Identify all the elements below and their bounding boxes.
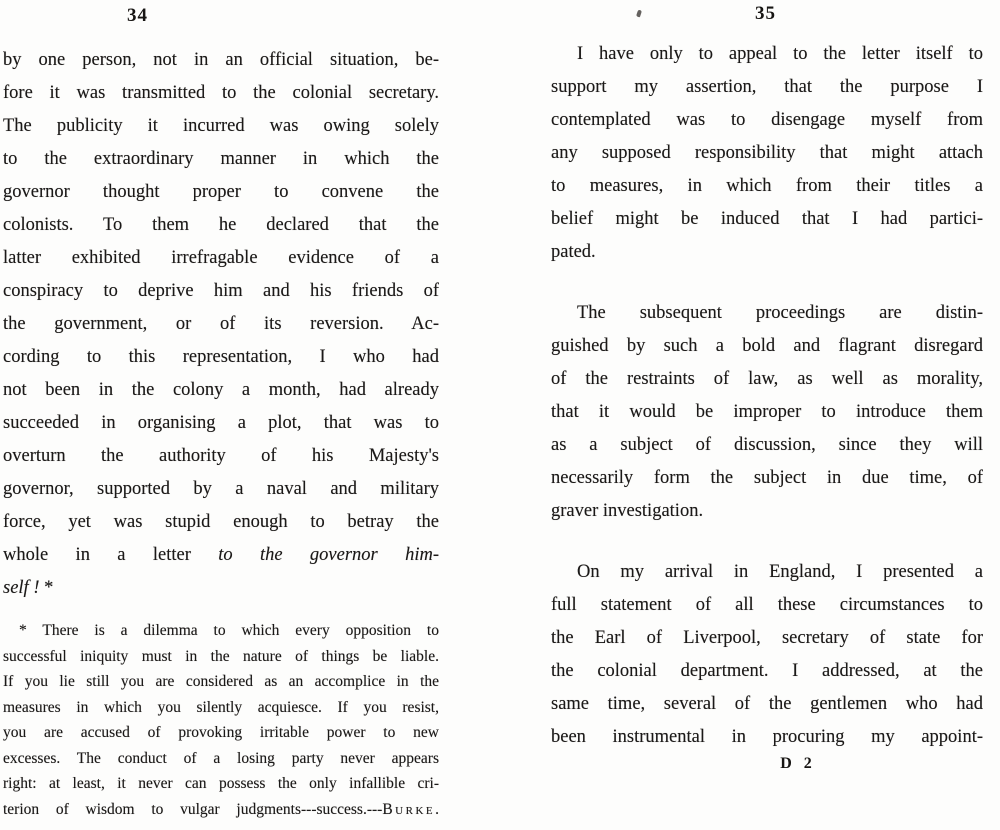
text-line — [3, 440, 439, 473]
text-line — [551, 429, 983, 462]
text-run: not been in the colony a month, had already — [3, 380, 439, 400]
text-line — [551, 688, 983, 721]
text-line — [3, 176, 439, 209]
main-paragraph — [3, 44, 439, 605]
text-run: the colonial department. I addressed, at the — [551, 661, 983, 681]
text-line — [3, 797, 439, 823]
text-line — [551, 622, 983, 655]
text-run: . — [435, 800, 439, 818]
text-line — [551, 137, 983, 170]
text-line — [3, 374, 439, 407]
text-run: been instrumental in procuring my appoint- — [551, 727, 983, 747]
text-run: cording to this representation, I who had — [3, 347, 439, 367]
text-line — [3, 44, 439, 77]
text-line — [551, 170, 983, 203]
paragraph-1 — [551, 38, 983, 269]
text-run: full statement of all these circumstances to — [551, 595, 983, 615]
text-run: If you lie still you are considered as an accomplice in the — [3, 673, 439, 690]
page-35 — [551, 0, 983, 830]
text-run: latter exhibited irrefragable evidence of a — [3, 248, 439, 268]
text-line — [551, 297, 983, 330]
text-run: of the restraints of law, as well as morality, — [551, 369, 983, 389]
page-34 — [3, 0, 439, 830]
signature-mark: D 2 — [780, 755, 816, 772]
text-run: right: at least, it never can possess the only infallible cri- — [3, 775, 439, 792]
text-run: fore it was transmitted to the colonial secretary. — [3, 83, 439, 103]
text-line — [3, 77, 439, 110]
text-line — [551, 203, 983, 236]
text-run: graver investigation. — [551, 501, 704, 521]
text-run: colonists. To them he declared that the — [3, 215, 439, 235]
text-line — [3, 720, 439, 746]
text-run: by one person, not in an official situation, be- — [3, 50, 439, 70]
text-line — [3, 242, 439, 275]
text-run: to measures, in which from their titles a — [551, 176, 983, 196]
text-line — [3, 308, 439, 341]
text-run: The subsequent proceedings are distin- — [577, 303, 983, 323]
text-line — [3, 572, 439, 605]
text-line — [551, 721, 983, 754]
text-run: I have only to appeal to the letter itself to — [577, 44, 983, 64]
text-run: the Earl of Liverpool, secretary of state for — [551, 628, 983, 648]
text-run: belief might be induced that I had partici- — [551, 209, 983, 229]
text-line — [3, 539, 439, 572]
text-run: contemplated was to disengage myself from — [551, 110, 983, 130]
text-line — [3, 618, 439, 644]
text-line — [551, 589, 983, 622]
text-run: On my arrival in England, I presented a — [577, 562, 983, 582]
text-run: terion of wisdom to vulgar judgments---success.--- — [3, 800, 383, 818]
text-line — [551, 104, 983, 137]
text-run: measures in which you silently acquiesce. If you resist, — [3, 698, 439, 716]
text-run: successful iniquity must in the nature of things be liable. — [3, 647, 439, 665]
text-line — [551, 396, 983, 429]
text-run: governor thought proper to convene the — [3, 182, 439, 202]
text-line — [551, 655, 983, 688]
text-line — [551, 556, 983, 589]
text-run: force, yet was stupid enough to betray the — [3, 512, 439, 532]
text-run: Burke — [382, 800, 436, 818]
text-run: overturn the authority of his Majesty's — [3, 446, 439, 466]
text-run: The publicity it incurred was owing solely — [3, 116, 439, 136]
text-run: guished by such a bold and flagrant disregard — [551, 336, 983, 356]
text-line — [3, 695, 439, 721]
text-run: conspiracy to deprive him and his friends of — [3, 281, 439, 301]
paragraph-2 — [551, 297, 983, 528]
text-run: support my assertion, that the purpose I — [551, 77, 983, 97]
text-run: * There is a dilemma to which every opposition to — [19, 622, 439, 639]
text-run: governor, supported by a naval and military — [3, 479, 439, 499]
text-run: that it would be improper to introduce them — [551, 402, 983, 422]
page-number-left: 34 — [127, 5, 148, 26]
text-run: the government, or of its reversion. Ac- — [3, 314, 439, 334]
text-line — [551, 462, 983, 495]
text-run: * — [44, 578, 54, 598]
text-run: succeeded in organising a plot, that was to — [3, 413, 439, 433]
text-line — [3, 771, 439, 797]
text-run: same time, several of the gentlemen who had — [551, 694, 983, 714]
text-run: whole in a letter — [3, 545, 219, 565]
text-line — [3, 341, 439, 374]
text-line — [3, 407, 439, 440]
text-line — [3, 669, 439, 695]
text-line — [551, 330, 983, 363]
text-run: excesses. The conduct of a losing party never appears — [3, 749, 439, 767]
text-line — [551, 363, 983, 396]
text-run: to the governor him- — [218, 545, 439, 565]
text-line — [551, 495, 983, 528]
page-number-right: 35 — [755, 3, 776, 24]
text-line — [551, 236, 983, 269]
text-run: as a subject of discussion, since they will — [551, 435, 983, 455]
text-line — [3, 143, 439, 176]
text-line — [3, 110, 439, 143]
text-line — [551, 71, 983, 104]
footnote — [3, 618, 439, 822]
text-run: self ! — [3, 578, 45, 598]
text-line — [3, 644, 439, 670]
text-run: necessarily form the subject in due time, of — [551, 468, 983, 488]
page-34-body — [3, 44, 439, 605]
text-line — [3, 209, 439, 242]
text-run: you are accused of provoking irritable power to new — [3, 724, 439, 741]
text-line — [3, 506, 439, 539]
text-run: pated. — [551, 242, 596, 262]
text-line — [3, 275, 439, 308]
text-line — [551, 38, 983, 71]
page-35-body — [551, 38, 983, 754]
paragraph-3 — [551, 556, 983, 754]
text-run: any supposed responsibility that might attach — [551, 143, 983, 163]
text-line — [3, 473, 439, 506]
text-line — [3, 746, 439, 772]
text-run: to the extraordinary manner in which the — [3, 149, 439, 169]
